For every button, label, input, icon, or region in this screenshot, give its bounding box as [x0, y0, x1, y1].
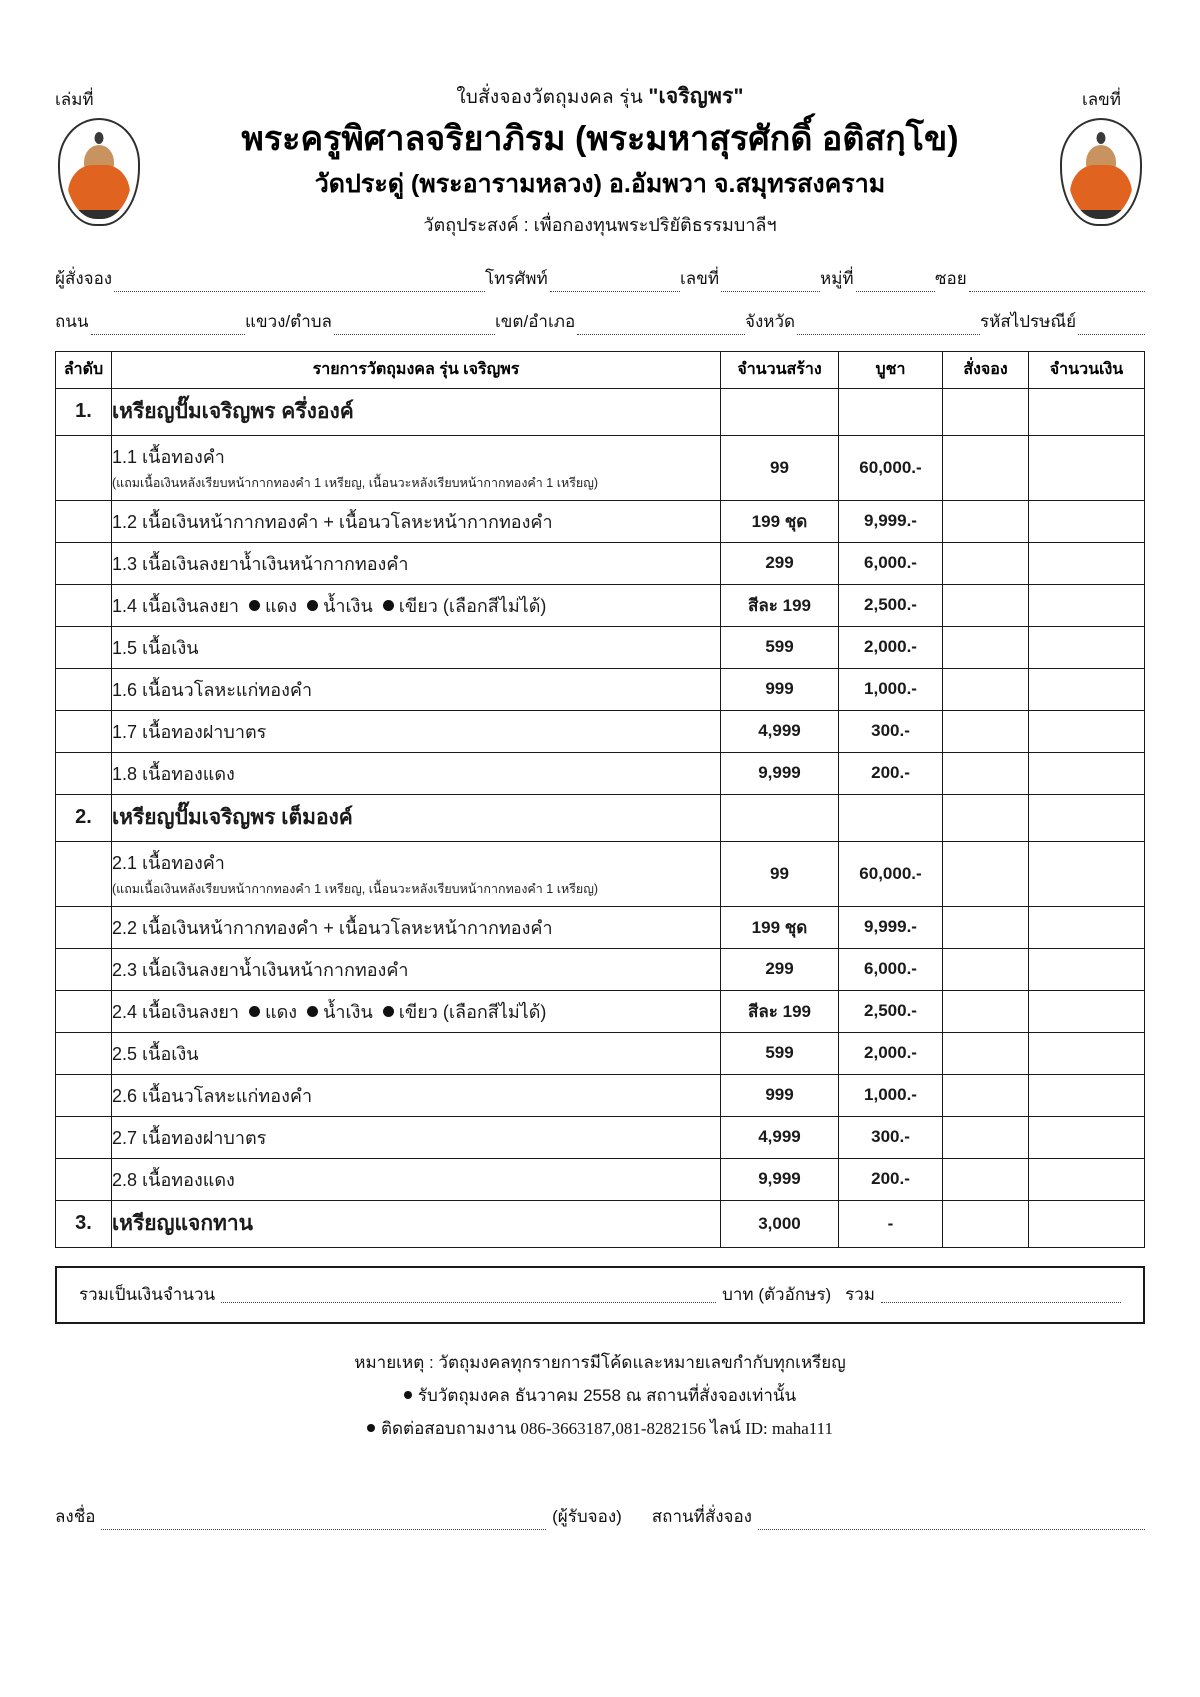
field-postcode-label: รหัสไปรษณีย์ [980, 311, 1077, 331]
cell-amount-input[interactable] [1029, 584, 1145, 626]
cell-description: 2.3 เนื้อเงินลงยาน้ำเงินหน้ากากทองคำ [112, 948, 721, 990]
field-soi[interactable] [935, 265, 1145, 292]
field-road-label: ถนน [55, 311, 89, 331]
field-subdistrict-input[interactable] [334, 319, 495, 335]
cell-quantity: 199 ชุด [721, 500, 839, 542]
form-subtitle-prefix: ใบสั่งจองวัตถุมงคล รุ่น [456, 87, 649, 108]
cell-amount-input[interactable] [1029, 990, 1145, 1032]
cell-price: 60,000.- [839, 841, 943, 906]
cell-description: เหรียญแจกทาน [112, 1200, 721, 1247]
cell-no [56, 752, 112, 794]
cell-no [56, 990, 112, 1032]
cell-amount-input[interactable] [1029, 906, 1145, 948]
cell-order-input[interactable] [943, 435, 1029, 500]
cell-description: 1.3 เนื้อเงินลงยาน้ำเงินหน้ากากทองคำ [112, 542, 721, 584]
cell-no: 3. [56, 1200, 112, 1247]
total-unit-label: บาท (ตัวอักษร) [722, 1285, 832, 1304]
signature-input[interactable] [101, 1514, 546, 1530]
field-orderer[interactable] [55, 265, 485, 292]
table-row [56, 626, 1145, 668]
order-place-input[interactable] [758, 1514, 1145, 1530]
field-postcode[interactable] [980, 308, 1145, 335]
table-row [56, 668, 1145, 710]
cell-order-input[interactable] [943, 1074, 1029, 1116]
column-header-description: รายการวัตถุมงคล รุ่น เจริญพร [112, 351, 721, 388]
field-district[interactable] [495, 308, 745, 335]
cell-amount-input[interactable] [1029, 626, 1145, 668]
cell-amount-input[interactable] [1029, 435, 1145, 500]
cell-description: 2.6 เนื้อนวโลหะแก่ทองคำ [112, 1074, 721, 1116]
cell-quantity: 299 [721, 948, 839, 990]
table-row-group [56, 388, 1145, 435]
cell-description: 2.7 เนื้อทองฝาบาตร [112, 1116, 721, 1158]
cell-price [839, 794, 943, 841]
cell-no: 2. [56, 794, 112, 841]
field-orderer-input[interactable] [114, 276, 485, 292]
cell-no [56, 500, 112, 542]
cell-no [56, 1032, 112, 1074]
cell-description: 1.8 เนื้อทองแดง [112, 752, 721, 794]
cell-amount-input[interactable] [1029, 1032, 1145, 1074]
table-row [56, 542, 1145, 584]
cell-no [56, 948, 112, 990]
table-row-group [56, 794, 1145, 841]
cell-quantity: 99 [721, 841, 839, 906]
cell-order-input[interactable] [943, 626, 1029, 668]
cell-quantity: 9,999 [721, 752, 839, 794]
cell-order-input[interactable] [943, 584, 1029, 626]
field-phone-input[interactable] [550, 276, 680, 292]
cell-order-input[interactable] [943, 752, 1029, 794]
cell-no [56, 710, 112, 752]
field-district-label: เขต/อำเภอ [495, 311, 576, 331]
table-row [56, 710, 1145, 752]
field-moo-input[interactable] [856, 276, 935, 292]
cell-amount-input[interactable] [1029, 1158, 1145, 1200]
bullet-icon [367, 1424, 375, 1432]
signature-block[interactable] [55, 1503, 622, 1530]
column-header-amount: จำนวนเงิน [1029, 351, 1145, 388]
cell-quantity: สีละ 199 [721, 584, 839, 626]
total-amount-input[interactable] [221, 1287, 716, 1303]
color-dot-icon [249, 600, 260, 611]
cell-description: เหรียญปั๊มเจริญพร เต็มองค์ [112, 794, 721, 841]
form-subtitle [55, 80, 1145, 113]
cell-quantity: 999 [721, 1074, 839, 1116]
total-sum-label: รวม [845, 1285, 875, 1304]
field-soi-input[interactable] [969, 276, 1145, 292]
cell-amount-input[interactable] [1029, 752, 1145, 794]
cell-amount-input[interactable] [1029, 668, 1145, 710]
cell-quantity: 9,999 [721, 1158, 839, 1200]
field-road[interactable] [55, 308, 245, 335]
field-moo[interactable] [820, 265, 935, 292]
field-province[interactable] [745, 308, 980, 335]
field-province-input[interactable] [797, 319, 980, 335]
table-row [56, 906, 1145, 948]
cell-amount-input[interactable] [1029, 1074, 1145, 1116]
field-soi-label: ซอย [935, 268, 967, 288]
book-number-label: เล่มที่ [55, 90, 94, 109]
column-header-no: ลำดับ [56, 351, 112, 388]
cell-order-input[interactable] [943, 948, 1029, 990]
monk-portrait-right-inner [1067, 125, 1135, 219]
cell-no [56, 435, 112, 500]
cell-description-note: (แถมเนื้อเงินหลังเรียบหน้ากากทองคำ 1 เหรียญ, เนื้อนวะหลังเรียบหน้ากากทองคำ 1 เหรียญ) [112, 476, 599, 490]
table-row [56, 841, 1145, 906]
cell-description: 1.6 เนื้อนวโลหะแก่ทองคำ [112, 668, 721, 710]
cell-order-input[interactable] [943, 668, 1029, 710]
field-district-input[interactable] [577, 319, 745, 335]
medallion-base-right-icon [1067, 210, 1135, 219]
order-table-body [56, 388, 1145, 1247]
cell-quantity: 599 [721, 1032, 839, 1074]
header-top-line [55, 80, 1145, 114]
cell-amount-input[interactable] [1029, 948, 1145, 990]
field-province-label: จังหวัด [745, 311, 796, 331]
column-header-order: สั่งจอง [943, 351, 1029, 388]
note-line-3-text: ติดต่อสอบถามงาน 086-3663187,081-8282156 ไลน์ ID: maha111 [380, 1418, 834, 1438]
cell-price: 60,000.- [839, 435, 943, 500]
cell-amount-input[interactable] [1029, 841, 1145, 906]
cell-amount-input[interactable] [1029, 1116, 1145, 1158]
cell-price: 6,000.- [839, 948, 943, 990]
cell-quantity [721, 794, 839, 841]
medallion-base-left-icon [65, 210, 133, 219]
cell-no [56, 542, 112, 584]
cell-no [56, 841, 112, 906]
table-row [56, 500, 1145, 542]
note-line-2 [0, 1379, 1200, 1412]
customer-fields-row-1 [55, 265, 1145, 292]
customer-fields [55, 265, 1145, 335]
cell-no: 1. [56, 388, 112, 435]
field-road-input[interactable] [91, 319, 245, 335]
purpose-text: วัตถุประสงค์ : เพื่อกองทุนพระปริยัติธรรมบาลีฯ [423, 214, 777, 235]
table-row-group [56, 1200, 1145, 1247]
cell-amount-input[interactable] [1029, 794, 1145, 841]
receiver-label: (ผู้รับจอง) [552, 1506, 622, 1526]
cell-description: 1.5 เนื้อเงิน [112, 626, 721, 668]
cell-order-input[interactable] [943, 794, 1029, 841]
cell-quantity: 3,000 [721, 1200, 839, 1247]
cell-description-note: (แถมเนื้อเงินหลังเรียบหน้ากากทองคำ 1 เหรียญ, เนื้อนวะหลังเรียบหน้ากากทองคำ 1 เหรียญ) [112, 882, 599, 896]
cell-no [56, 906, 112, 948]
monk-portrait-left-inner [65, 125, 133, 219]
cell-description: 2.2 เนื้อเงินหน้ากากทองคำ + เนื้อนวโลหะหน้ากากทองคำ [112, 906, 721, 948]
note-line-2-text: รับวัตถุมงคล ธันวาคม 2558 ณ สถานที่สั่งจองเท่านั้น [417, 1385, 797, 1405]
cell-price: 1,000.- [839, 668, 943, 710]
document-number-label: เลขที่ [1081, 90, 1121, 109]
form-subtitle-highlight: "เจริญพร" [648, 85, 744, 108]
field-house-no-label: เลขที่ [680, 268, 720, 288]
signature-row [55, 1503, 1145, 1530]
table-row [56, 948, 1145, 990]
table-row [56, 435, 1145, 500]
field-postcode-input[interactable] [1078, 319, 1145, 335]
cell-amount-input[interactable] [1029, 542, 1145, 584]
cell-price: 6,000.- [839, 542, 943, 584]
cell-price: 200.- [839, 1158, 943, 1200]
color-dot-icon [249, 1006, 260, 1017]
field-house-no[interactable] [680, 265, 820, 292]
order-place-block[interactable] [622, 1503, 1145, 1530]
table-row [56, 584, 1145, 626]
cell-price: 200.- [839, 752, 943, 794]
cell-description: 2.1 เนื้อทองคำ (แถมเนื้อเงินหลังเรียบหน้ากากทองคำ 1 เหรียญ, เนื้อนวะหลังเรียบหน้ากากทองคำ 1 เหรียญ) [112, 841, 721, 906]
cell-no [56, 1116, 112, 1158]
cell-description: 2.4 เนื้อเงินลงยา แดง น้ำเงิน เขียว (เลือกสีไม่ได้) [112, 990, 721, 1032]
cell-quantity: สีละ 199 [721, 990, 839, 1032]
cell-order-input[interactable] [943, 388, 1029, 435]
monk-portrait-left-icon [58, 118, 140, 226]
cell-description: 2.5 เนื้อเงิน [112, 1032, 721, 1074]
note-line-1: หมายเหตุ : วัตถุมงคลทุกรายการมีโค้ดและหมายเลขกำกับทุกเหรียญ [354, 1352, 846, 1372]
cell-quantity: 4,999 [721, 710, 839, 752]
cell-no [56, 626, 112, 668]
cell-quantity: 299 [721, 542, 839, 584]
table-row [56, 1074, 1145, 1116]
field-subdistrict-label: แขวง/ตำบล [245, 311, 332, 331]
color-dot-icon [307, 600, 318, 611]
monk-portrait-right-icon [1060, 118, 1142, 226]
cell-quantity: 99 [721, 435, 839, 500]
temple-name: วัดประดู่ (พระอารามหลวง) อ.อัมพวา จ.สมุทรสงคราม [314, 169, 886, 198]
cell-description: เหรียญปั๊มเจริญพร ครึ่งองค์ [112, 388, 721, 435]
customer-fields-row-2 [55, 308, 1145, 335]
cell-order-input[interactable] [943, 1116, 1029, 1158]
medallion-loop-right-icon [1097, 132, 1106, 144]
cell-amount-input[interactable] [1029, 388, 1145, 435]
cell-price: 2,000.- [839, 1032, 943, 1074]
cell-order-input[interactable] [943, 500, 1029, 542]
column-header-price: บูชา [839, 351, 943, 388]
note-line-3 [0, 1412, 1200, 1445]
field-moo-label: หมู่ที่ [820, 268, 854, 288]
color-dot-icon [383, 600, 394, 611]
cell-description: 1.1 เนื้อทองคำ (แถมเนื้อเงินหลังเรียบหน้ากากทองคำ 1 เหรียญ, เนื้อนวะหลังเรียบหน้ากากทองคำ 1 เหรียญ) [112, 435, 721, 500]
cell-quantity: 4,999 [721, 1116, 839, 1158]
field-orderer-label: ผู้สั่งจอง [55, 268, 113, 288]
table-header-row [56, 351, 1145, 388]
total-sum-input[interactable] [881, 1287, 1121, 1303]
cell-description: 1.2 เนื้อเงินหน้ากากทองคำ + เนื้อนวโลหะหน้ากากทองคำ [112, 500, 721, 542]
cell-price: 9,999.- [839, 906, 943, 948]
cell-price: 2,500.- [839, 584, 943, 626]
cell-order-input[interactable] [943, 1032, 1029, 1074]
cell-price: 1,000.- [839, 1074, 943, 1116]
cell-no [56, 1074, 112, 1116]
total-amount-box [55, 1266, 1145, 1324]
cell-price: 2,500.- [839, 990, 943, 1032]
cell-amount-input[interactable] [1029, 710, 1145, 752]
cell-quantity: 999 [721, 668, 839, 710]
cell-order-input[interactable] [943, 990, 1029, 1032]
bullet-icon [404, 1391, 412, 1399]
table-row [56, 752, 1145, 794]
color-dot-icon [307, 1006, 318, 1017]
order-place-label: สถานที่สั่งจอง [651, 1506, 752, 1526]
field-subdistrict[interactable] [245, 308, 495, 335]
total-label: รวมเป็นเงินจำนวน [79, 1285, 216, 1304]
cell-amount-input[interactable] [1029, 500, 1145, 542]
cell-price: 300.- [839, 710, 943, 752]
cell-order-input[interactable] [943, 710, 1029, 752]
cell-order-input[interactable] [943, 841, 1029, 906]
medallion-loop-left-icon [95, 132, 104, 144]
table-row [56, 1032, 1145, 1074]
cell-price: 300.- [839, 1116, 943, 1158]
cell-order-input[interactable] [943, 542, 1029, 584]
cell-description: 1.4 เนื้อเงินลงยา แดง น้ำเงิน เขียว (เลือกสีไม่ได้) [112, 584, 721, 626]
cell-order-input[interactable] [943, 1200, 1029, 1247]
column-header-quantity: จำนวนสร้าง [721, 351, 839, 388]
cell-no [56, 1158, 112, 1200]
cell-no [56, 584, 112, 626]
cell-no [56, 668, 112, 710]
field-phone[interactable] [485, 265, 680, 292]
document-header [0, 0, 1200, 239]
field-house-no-input[interactable] [721, 276, 820, 292]
cell-order-input[interactable] [943, 1158, 1029, 1200]
table-row [56, 990, 1145, 1032]
cell-price: 2,000.- [839, 626, 943, 668]
order-table [55, 351, 1145, 1248]
cell-description: 2.8 เนื้อทองแดง [112, 1158, 721, 1200]
cell-quantity: 199 ชุด [721, 906, 839, 948]
signature-label: ลงชื่อ [55, 1506, 96, 1526]
cell-amount-input[interactable] [1029, 1200, 1145, 1247]
table-row [56, 1116, 1145, 1158]
footer-notes [0, 1346, 1200, 1445]
cell-price: 9,999.- [839, 500, 943, 542]
cell-price [839, 388, 943, 435]
field-phone-label: โทรศัพท์ [485, 268, 548, 288]
cell-quantity [721, 388, 839, 435]
page-title: พระครูพิศาลจริยาภิรม (พระมหาสุรศักดิ์ อติสกฺโข) [241, 120, 959, 158]
cell-price: - [839, 1200, 943, 1247]
table-row [56, 1158, 1145, 1200]
cell-order-input[interactable] [943, 906, 1029, 948]
color-dot-icon [383, 1006, 394, 1017]
cell-quantity: 599 [721, 626, 839, 668]
cell-description: 1.7 เนื้อทองฝาบาตร [112, 710, 721, 752]
